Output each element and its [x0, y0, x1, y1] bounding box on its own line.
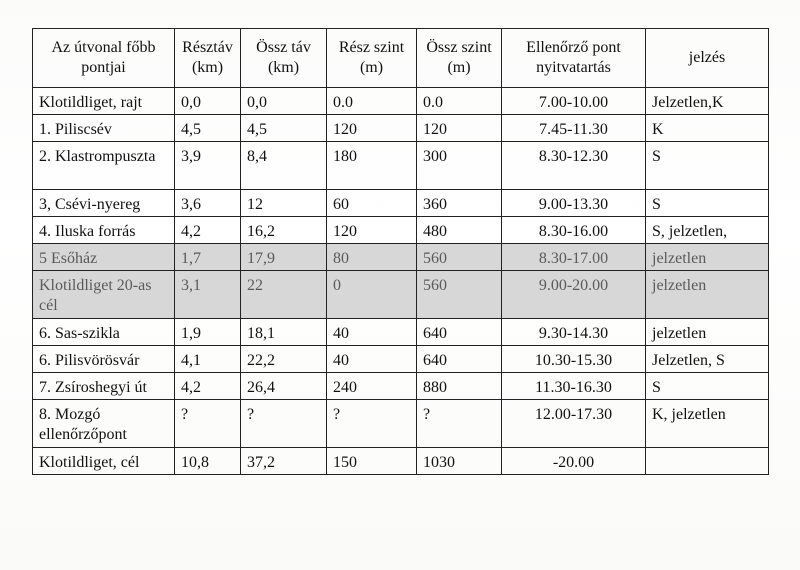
- header-total-distance: Össz táv (km): [241, 29, 327, 88]
- cell-total-distance: 12: [241, 190, 327, 217]
- cell-total-elevation: 360: [417, 190, 502, 217]
- cell-segment-elevation: 40: [327, 346, 417, 373]
- cell-route-point: 2. Klastrompuszta: [33, 142, 175, 190]
- table-row: [33, 142, 769, 190]
- cell-route-point: Klotildliget, cél: [33, 448, 175, 475]
- cell-route-point: Klotildliget, rajt: [33, 88, 175, 115]
- cell-marking: S: [646, 190, 769, 217]
- cell-marking: Jelzetlen,K: [646, 88, 769, 115]
- cell-segment-elevation: 80: [327, 244, 417, 271]
- cell-checkpoint-hours: 8.30-16.00: [502, 217, 646, 244]
- cell-segment-distance: 4,1: [175, 346, 241, 373]
- cell-total-distance: 16,2: [241, 217, 327, 244]
- cell-checkpoint-hours: 7.45-11.30: [502, 115, 646, 142]
- cell-total-elevation: 560: [417, 244, 502, 271]
- cell-segment-distance: 4,2: [175, 217, 241, 244]
- cell-segment-distance: 3,6: [175, 190, 241, 217]
- cell-segment-distance: 3,1: [175, 271, 241, 319]
- cell-route-point: 4. Iluska forrás: [33, 217, 175, 244]
- route-table-header: [33, 29, 769, 88]
- cell-marking: S: [646, 373, 769, 400]
- cell-segment-distance: ?: [175, 400, 241, 448]
- cell-route-point: 8. Mozgó ellenőrzőpont: [33, 400, 175, 448]
- cell-total-elevation: 560: [417, 271, 502, 319]
- cell-segment-elevation: 0.0: [327, 88, 417, 115]
- cell-total-elevation: 0.0: [417, 88, 502, 115]
- cell-segment-elevation: 240: [327, 373, 417, 400]
- cell-total-distance: 18,1: [241, 319, 327, 346]
- cell-total-distance: 17,9: [241, 244, 327, 271]
- table-row: [33, 373, 769, 400]
- header-row: [33, 29, 769, 88]
- cell-marking: jelzetlen: [646, 271, 769, 319]
- cell-checkpoint-hours: -20.00: [502, 448, 646, 475]
- cell-route-point: 1. Piliscsév: [33, 115, 175, 142]
- header-segment-elevation: Rész szint (m): [327, 29, 417, 88]
- cell-total-distance: 4,5: [241, 115, 327, 142]
- cell-marking: jelzetlen: [646, 244, 769, 271]
- header-total-elevation: Össz szint (m): [417, 29, 502, 88]
- cell-route-point: Klotildliget 20-as cél: [33, 271, 175, 319]
- cell-total-distance: 22,2: [241, 346, 327, 373]
- table-row: [33, 88, 769, 115]
- cell-segment-elevation: 40: [327, 319, 417, 346]
- cell-segment-elevation: ?: [327, 400, 417, 448]
- cell-checkpoint-hours: 9.00-20.00: [502, 271, 646, 319]
- cell-segment-elevation: 150: [327, 448, 417, 475]
- cell-segment-distance: 4,2: [175, 373, 241, 400]
- table-row: [33, 115, 769, 142]
- cell-total-distance: 8,4: [241, 142, 327, 190]
- cell-segment-elevation: 120: [327, 115, 417, 142]
- cell-checkpoint-hours: 12.00-17.30: [502, 400, 646, 448]
- cell-segment-distance: 10,8: [175, 448, 241, 475]
- table-row: [33, 244, 769, 271]
- cell-segment-elevation: 180: [327, 142, 417, 190]
- cell-total-elevation: 300: [417, 142, 502, 190]
- cell-marking: S, jelzetlen,: [646, 217, 769, 244]
- header-marking: jelzés: [646, 29, 769, 88]
- cell-route-point: 6. Pilisvörösvár: [33, 346, 175, 373]
- table-row: [33, 346, 769, 373]
- cell-total-distance: 26,4: [241, 373, 327, 400]
- cell-total-elevation: 640: [417, 346, 502, 373]
- cell-checkpoint-hours: 8.30-17.00: [502, 244, 646, 271]
- table-row: [33, 448, 769, 475]
- cell-segment-distance: 1,7: [175, 244, 241, 271]
- cell-total-elevation: 480: [417, 217, 502, 244]
- cell-total-elevation: 880: [417, 373, 502, 400]
- route-table-body: [33, 88, 769, 475]
- cell-route-point: 5 Esőház: [33, 244, 175, 271]
- table-row: [33, 217, 769, 244]
- cell-segment-distance: 0,0: [175, 88, 241, 115]
- cell-segment-distance: 3,9: [175, 142, 241, 190]
- cell-segment-elevation: 60: [327, 190, 417, 217]
- cell-total-distance: ?: [241, 400, 327, 448]
- table-row: [33, 400, 769, 448]
- cell-total-distance: 0,0: [241, 88, 327, 115]
- cell-segment-distance: 4,5: [175, 115, 241, 142]
- cell-marking: [646, 448, 769, 475]
- table-row: [33, 319, 769, 346]
- cell-checkpoint-hours: 10.30-15.30: [502, 346, 646, 373]
- cell-marking: jelzetlen: [646, 319, 769, 346]
- cell-total-elevation: ?: [417, 400, 502, 448]
- cell-marking: K, jelzetlen: [646, 400, 769, 448]
- cell-checkpoint-hours: 7.00-10.00: [502, 88, 646, 115]
- cell-total-distance: 22: [241, 271, 327, 319]
- cell-marking: S: [646, 142, 769, 190]
- cell-total-distance: 37,2: [241, 448, 327, 475]
- route-table: [32, 28, 769, 475]
- cell-route-point: 3, Csévi-nyereg: [33, 190, 175, 217]
- cell-checkpoint-hours: 8.30-12.30: [502, 142, 646, 190]
- cell-checkpoint-hours: 9.00-13.30: [502, 190, 646, 217]
- cell-checkpoint-hours: 9.30-14.30: [502, 319, 646, 346]
- cell-marking: K: [646, 115, 769, 142]
- table-row: [33, 190, 769, 217]
- header-route-points: Az útvonal főbb pontjai: [33, 29, 175, 88]
- header-checkpoint-hours: Ellenőrző pont nyitvatartás: [502, 29, 646, 88]
- cell-route-point: 7. Zsíroshegyi út: [33, 373, 175, 400]
- cell-marking: Jelzetlen, S: [646, 346, 769, 373]
- cell-segment-distance: 1,9: [175, 319, 241, 346]
- cell-segment-elevation: 120: [327, 217, 417, 244]
- cell-total-elevation: 120: [417, 115, 502, 142]
- table-row: [33, 271, 769, 319]
- cell-route-point: 6. Sas-szikla: [33, 319, 175, 346]
- cell-checkpoint-hours: 11.30-16.30: [502, 373, 646, 400]
- header-segment-distance: Résztáv (km): [175, 29, 241, 88]
- cell-total-elevation: 1030: [417, 448, 502, 475]
- cell-total-elevation: 640: [417, 319, 502, 346]
- cell-segment-elevation: 0: [327, 271, 417, 319]
